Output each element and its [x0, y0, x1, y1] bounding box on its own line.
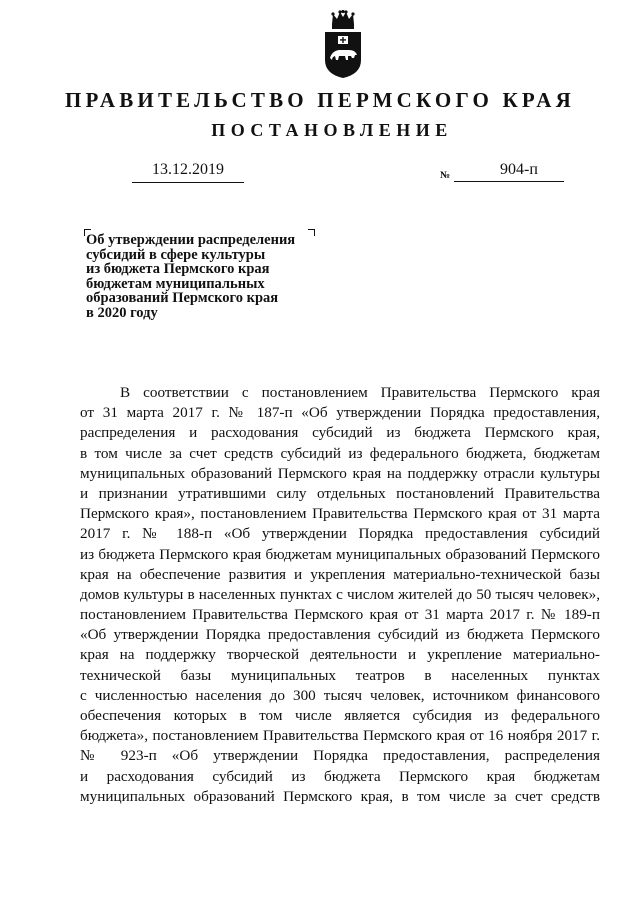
body-line: В соответствии с постановлением Правительства Пермского края — [120, 384, 600, 401]
body-line: 2017 г. № 188-п «Об утверждении Порядка предоставления субсидий — [80, 525, 600, 543]
body-line: постановлением Правительства Пермского края от 31 марта 2017 г. № 189-п — [80, 606, 600, 624]
title-line: в 2020 году — [86, 304, 158, 321]
body-line: бюджета», постановлением Правительства Пермского края от 16 ноября 2017 г. — [80, 727, 600, 745]
body-line: Пермского края», постановлением Правительства Пермского края от 31 марта — [80, 505, 600, 523]
body-line: муниципальных образований Пермского края, в том числе за счет средств — [80, 787, 600, 805]
title-corner-bracket-left — [84, 229, 91, 236]
title-line: бюджетам муниципальных — [86, 275, 265, 292]
document-number: 904-п — [500, 161, 538, 178]
body-line: домов культуры в населенных пунктах с числом жителей до 50 тысяч человек», — [80, 585, 600, 603]
document-title — [86, 233, 326, 321]
number-sign: № — [440, 170, 451, 181]
title-corner-bracket-right — [308, 229, 315, 236]
body-line: с численностью населения до 300 тысяч человек, источником финансового — [80, 686, 600, 704]
number-underline — [454, 181, 564, 182]
body-line: и признании утратившими силу отдельных постановлений Правительства — [80, 484, 600, 502]
body-line: «Об утверждении Порядка предоставления субсидий из бюджета Пермского — [80, 626, 600, 644]
document-date: 13.12.2019 — [152, 161, 224, 178]
document-number-field — [440, 160, 570, 186]
body-line: и расходования субсидий из бюджета Пермского края бюджетам — [80, 767, 600, 785]
perm-krai-coat-of-arms-icon — [321, 10, 365, 80]
government-title: ПРАВИТЕЛЬСТВО ПЕРМСКОГО КРАЯ — [64, 88, 575, 112]
title-line: образований Пермского края — [86, 290, 279, 307]
body-line: распределения и расходования субсидий из бюджета Пермского края, — [80, 424, 600, 442]
body-line: обеспечения которых в том числе является субсидия из федерального — [80, 707, 600, 724]
body-line: № 923-п «Об утверждении Порядка предоставления, распределения — [80, 747, 600, 765]
title-line: Об утверждении распределения — [86, 232, 296, 248]
body-paragraph — [80, 383, 600, 807]
body-line: края на обеспечение развития и укрепления материально-технической базы — [80, 565, 600, 583]
body-line: от 31 марта 2017 г. № 187-п «Об утверждении Порядка предоставления, — [80, 404, 600, 422]
body-line: технической базы муниципальных театров в населенных пунктах — [80, 666, 600, 684]
date-underline — [132, 182, 244, 183]
document-type-heading: ПОСТАНОВЛЕНИЕ — [211, 120, 453, 140]
title-line: из бюджета Пермского края — [86, 261, 270, 278]
document-date-field — [132, 160, 244, 184]
body-line: из бюджета Пермского края бюджетам муниципальных образований Пермского — [80, 545, 600, 563]
title-line: субсидий в сфере культуры — [86, 246, 266, 263]
body-line: в том числе за счет средств субсидий из федерального бюджета, бюджетам — [80, 444, 600, 462]
body-line: муниципальных образований Пермского края на поддержку отрасли культуры — [80, 464, 600, 482]
body-line: края на поддержку творческой деятельности и укрепление материально- — [80, 646, 600, 664]
